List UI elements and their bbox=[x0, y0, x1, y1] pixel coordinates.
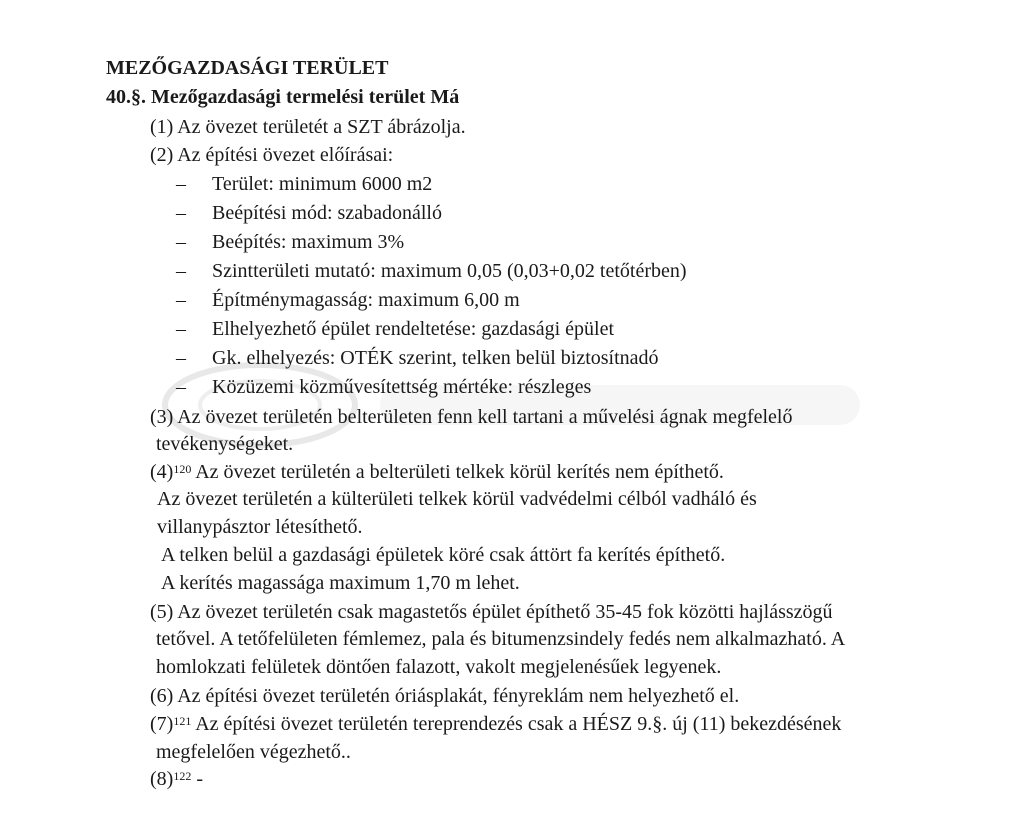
footnote-ref-121: 121 bbox=[173, 714, 192, 728]
paragraph-4-line-2: Az övezet területén a külterületi telkek körül vadvédelmi célból vadháló és bbox=[157, 488, 757, 510]
paragraph-4-line-5: A kerítés magassága maximum 1,70 m lehet. bbox=[161, 572, 520, 594]
paragraph-4-line-3: villanypásztor létesíthető. bbox=[157, 516, 363, 538]
paragraph-6: (6) Az építési övezet területén óriásplakát, fényreklám nem helyezhető el. bbox=[150, 685, 740, 707]
paragraph-8 bbox=[150, 767, 203, 791]
bullet-item: Terület: minimum 6000 m2 bbox=[212, 173, 433, 195]
paragraph-4-line-4: A telken belül a gazdasági épületek köré csak áttört fa kerítés építhető. bbox=[161, 544, 726, 566]
document-heading: MEZŐGAZDASÁGI TERÜLET bbox=[106, 57, 389, 79]
bullet-dash: – bbox=[176, 231, 186, 253]
bullet-item: Építménymagasság: maximum 6,00 m bbox=[212, 289, 520, 311]
paragraph-5-line-3: homlokzati felületek döntően falazott, vakolt megjelenésűek legyenek. bbox=[156, 656, 722, 678]
paragraph-5-line-2: tetővel. A tetőfelületen fémlemez, pala és bitumenzsindely fedés nem alkalmazható. A bbox=[156, 628, 846, 650]
section-title: 40.§. Mezőgazdasági termelési terület Má bbox=[106, 86, 460, 108]
bullet-item: Elhelyezhető épület rendeltetése: gazdasági épület bbox=[212, 318, 615, 340]
bullet-item: Közüzemi közművesítettség mértéke: részleges bbox=[212, 376, 592, 398]
paragraph-1: (1) Az övezet területét a SZT ábrázolja. bbox=[150, 116, 466, 138]
bullet-dash: – bbox=[176, 260, 186, 282]
bullet-item: Szintterületi mutató: maximum 0,05 (0,03+0,02 tetőtérben) bbox=[212, 260, 687, 282]
bullet-dash: – bbox=[176, 289, 186, 311]
paragraph-7-line-2: megfelelően végezhető.. bbox=[156, 741, 351, 763]
paragraph-7-number: (7) bbox=[150, 713, 174, 735]
bullet-item: Beépítés: maximum 3% bbox=[212, 231, 405, 253]
paragraph-4-line-1 bbox=[150, 460, 724, 484]
paragraph-3-line-2: tevékenységeket. bbox=[156, 433, 294, 455]
paragraph-3-line-1: (3) Az övezet területén belterületen fenn kell tartani a művelési ágnak megfelelő bbox=[150, 406, 793, 428]
paragraph-4-number: (4) bbox=[150, 461, 174, 483]
paragraph-8-text: - bbox=[191, 768, 203, 790]
paragraph-4-text: Az övezet területén a belterületi telkek körül kerítés nem építhető. bbox=[191, 461, 724, 483]
paragraph-7-text: Az építési övezet területén tereprendezés csak a HÉSZ 9.§. új (11) bekezdésének bbox=[191, 713, 842, 735]
paragraph-7-line-1 bbox=[150, 712, 841, 736]
bullet-dash: – bbox=[176, 202, 186, 224]
bullet-item: Gk. elhelyezés: OTÉK szerint, telken belül biztosítnadó bbox=[212, 347, 659, 369]
footnote-ref-122: 122 bbox=[173, 769, 192, 783]
bullet-dash: – bbox=[176, 318, 186, 340]
bullet-item: Beépítési mód: szabadonálló bbox=[212, 202, 442, 224]
footnote-ref-120: 120 bbox=[173, 462, 192, 476]
bullet-dash: – bbox=[176, 347, 186, 369]
paragraph-5-line-1: (5) Az övezet területén csak magastetős épület építhető 35-45 fok közötti hajlásszögű bbox=[150, 601, 833, 623]
paragraph-2: (2) Az építési övezet előírásai: bbox=[150, 144, 394, 166]
bullet-dash: – bbox=[176, 376, 186, 398]
paragraph-8-number: (8) bbox=[150, 768, 174, 790]
bullet-dash: – bbox=[176, 173, 186, 195]
